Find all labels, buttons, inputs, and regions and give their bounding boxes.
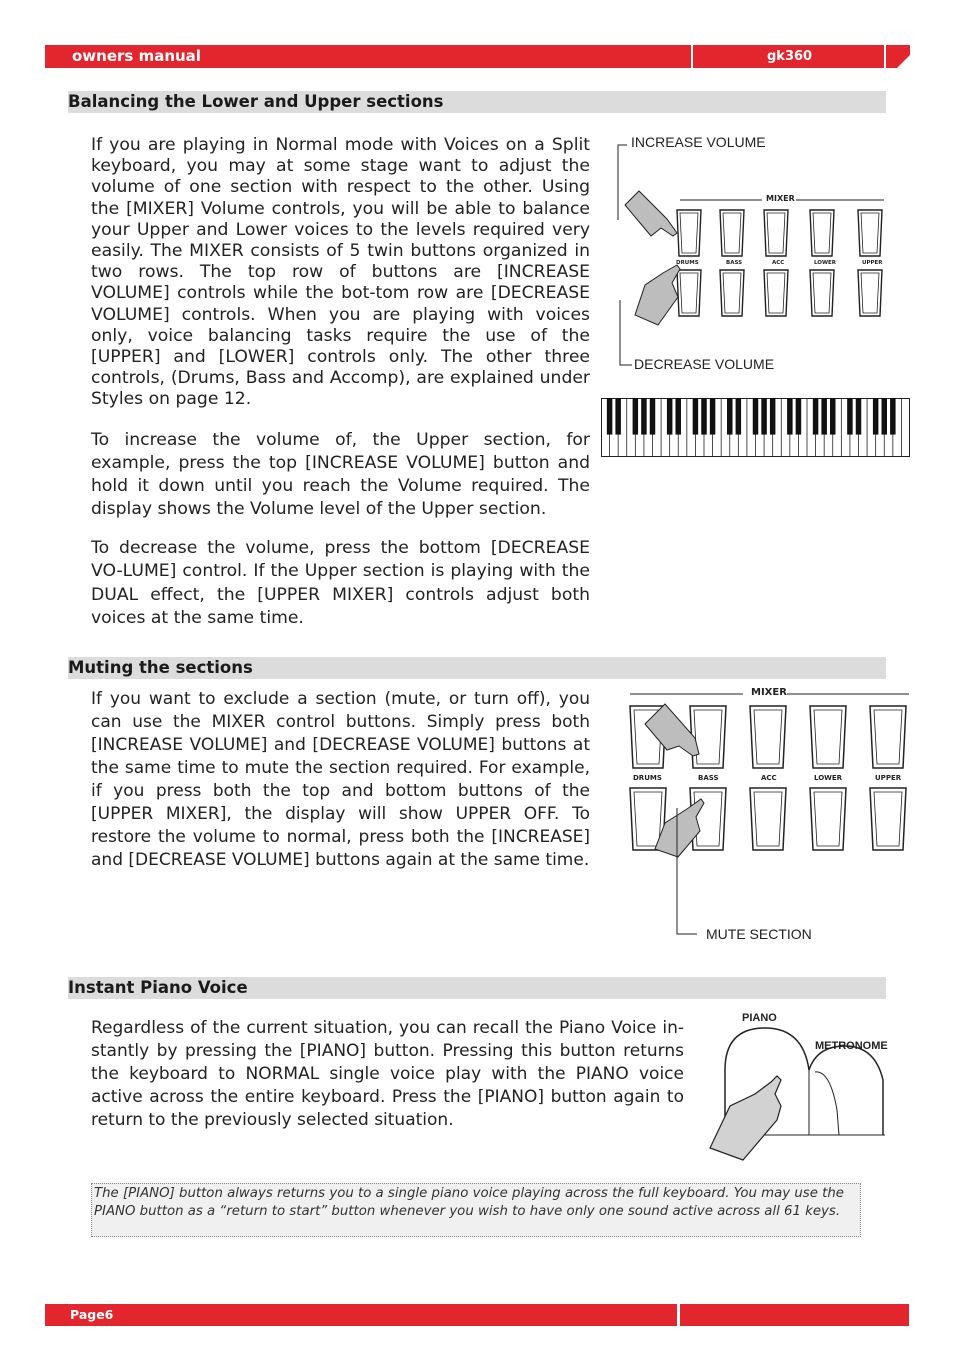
black-key bbox=[607, 398, 612, 435]
paragraph: If you are playing in Normal mode with Voices on a Split keyboard, you may at some stage want to adjust the volume of one section with respect to the other. Using the [MIXER] Volume controls, you will be able to balance your Upper and Lower voices to the levels required very easily. The MIXER consists of 5 twin buttons organized in two rows. The top row of buttons are [INCREASE VOLUME] controls while the bot-tom row are [DECREASE VOLUME] controls. When you are playing with voices only, voice balancing tasks require the use of the [UPPER] and [LOWER] controls only. The other three controls, (Drums, Bass and Accomp), are explained under Styles on page 12. bbox=[91, 135, 590, 410]
mixer-button-label: ACC bbox=[772, 260, 785, 266]
mixer-diagram-volume bbox=[600, 130, 910, 380]
mixer-button-label: BASS bbox=[726, 260, 743, 266]
piano-button-diagram bbox=[705, 1010, 890, 1165]
mixer-button-label: UPPER bbox=[862, 260, 883, 266]
black-key bbox=[701, 398, 706, 435]
black-key bbox=[821, 398, 826, 435]
paragraph: If you want to exclude a section (mute, or turn off), you can use the MIXER control buttons. Simply press both [INCREASE VOLUME] and [DECREASE VOLUME] buttons at the same time to mute the section required. For example, if you press both the top and bottom buttons of the [UPPER MIXER], the display will show UPPER OFF. To restore the volume to normal, press both the [INCREASE] and [DECREASE VOLUME] buttons again at the same time. bbox=[91, 689, 590, 870]
black-key bbox=[830, 398, 835, 435]
black-key bbox=[761, 398, 766, 435]
black-key bbox=[676, 398, 681, 435]
header-corner-tab bbox=[886, 45, 910, 68]
mixer-button-label: BASS bbox=[698, 774, 719, 782]
mixer-mute-illustration bbox=[625, 684, 915, 949]
tip-note: The [PIANO] button always returns you to a single piano voice playing across the full keyboard. You may use the PIANO button as a “return to start” button whenever you wish to have only one sound active across all 61 keys. bbox=[91, 1183, 861, 1237]
footer-bar-left bbox=[45, 1304, 677, 1326]
black-key bbox=[710, 398, 715, 435]
header-manual-title: owners manual bbox=[72, 47, 201, 65]
mixer-panel-illustration bbox=[600, 130, 910, 380]
black-key bbox=[873, 398, 878, 435]
footer-page-number: Page6 bbox=[70, 1307, 114, 1322]
section-title-piano: Instant Piano Voice bbox=[68, 977, 886, 999]
black-key bbox=[796, 398, 801, 435]
black-key bbox=[787, 398, 792, 435]
black-key bbox=[847, 398, 852, 435]
black-key bbox=[727, 398, 732, 435]
black-key bbox=[770, 398, 775, 435]
paragraph: To decrease the volume, press the bottom [DECREASE VO-LUME] control. If the Upper section is playing with the DUAL effect, the [UPPER MIXER] controls adjust both voices at the same time. bbox=[91, 537, 590, 629]
mixer-label: MIXER bbox=[766, 194, 795, 203]
increase-volume-label: INCREASE VOLUME bbox=[631, 134, 766, 150]
black-key bbox=[753, 398, 758, 435]
black-key bbox=[813, 398, 818, 435]
paragraph: Regardless of the current situation, you can recall the Piano Voice in-stantly by pressing the [PIANO] button. Pressing this button returns the keyboard to NORMAL single voice play with the PIANO voice active across the entire keyboard. Press the [PIANO] button again to return to the previously selected situation. bbox=[91, 1018, 684, 1130]
mixer-button-label: LOWER bbox=[814, 260, 837, 266]
decrease-volume-label: DECREASE VOLUME bbox=[634, 356, 775, 372]
black-key bbox=[650, 398, 655, 435]
section-title-balancing: Balancing the Lower and Upper sections bbox=[68, 91, 886, 113]
section-balancing-body bbox=[91, 135, 590, 631]
black-key bbox=[615, 398, 620, 435]
keyboard-illustration bbox=[601, 398, 910, 457]
mixer-label: MIXER bbox=[751, 687, 787, 698]
pointing-hand-icon bbox=[625, 191, 677, 236]
black-key bbox=[882, 398, 887, 435]
footer-bar-right bbox=[680, 1304, 909, 1326]
mixer-button-label: DRUMS bbox=[676, 260, 699, 266]
header-model-name: gk360 bbox=[767, 49, 813, 64]
mixer-button-label: DRUMS bbox=[633, 774, 662, 782]
section-muting-body bbox=[91, 688, 590, 872]
metronome-label: METRONOME bbox=[815, 1040, 888, 1052]
paragraph: To increase the volume of, the Upper section, for example, press the top [INCREASE VOLUME] button and hold it down until you reach the Volume required. The display shows the Volume level of the Upper section. bbox=[91, 429, 590, 519]
mute-section-label: MUTE SECTION bbox=[706, 926, 812, 942]
black-key bbox=[890, 398, 895, 435]
black-key bbox=[641, 398, 646, 435]
black-key bbox=[736, 398, 741, 435]
section-title-muting: Muting the sections bbox=[68, 657, 886, 679]
section-piano-body bbox=[91, 1017, 684, 1132]
mixer-button-label: UPPER bbox=[875, 774, 902, 782]
piano-label: PIANO bbox=[742, 1012, 777, 1024]
black-key bbox=[667, 398, 672, 435]
mixer-button-label: ACC bbox=[761, 774, 777, 782]
black-key bbox=[856, 398, 861, 435]
mixer-diagram-mute bbox=[625, 684, 915, 949]
piano-metronome-illustration bbox=[705, 1010, 890, 1165]
pointing-hand-icon bbox=[635, 265, 680, 325]
black-key bbox=[633, 398, 638, 435]
mixer-button-label: LOWER bbox=[814, 774, 843, 782]
black-key bbox=[693, 398, 698, 435]
